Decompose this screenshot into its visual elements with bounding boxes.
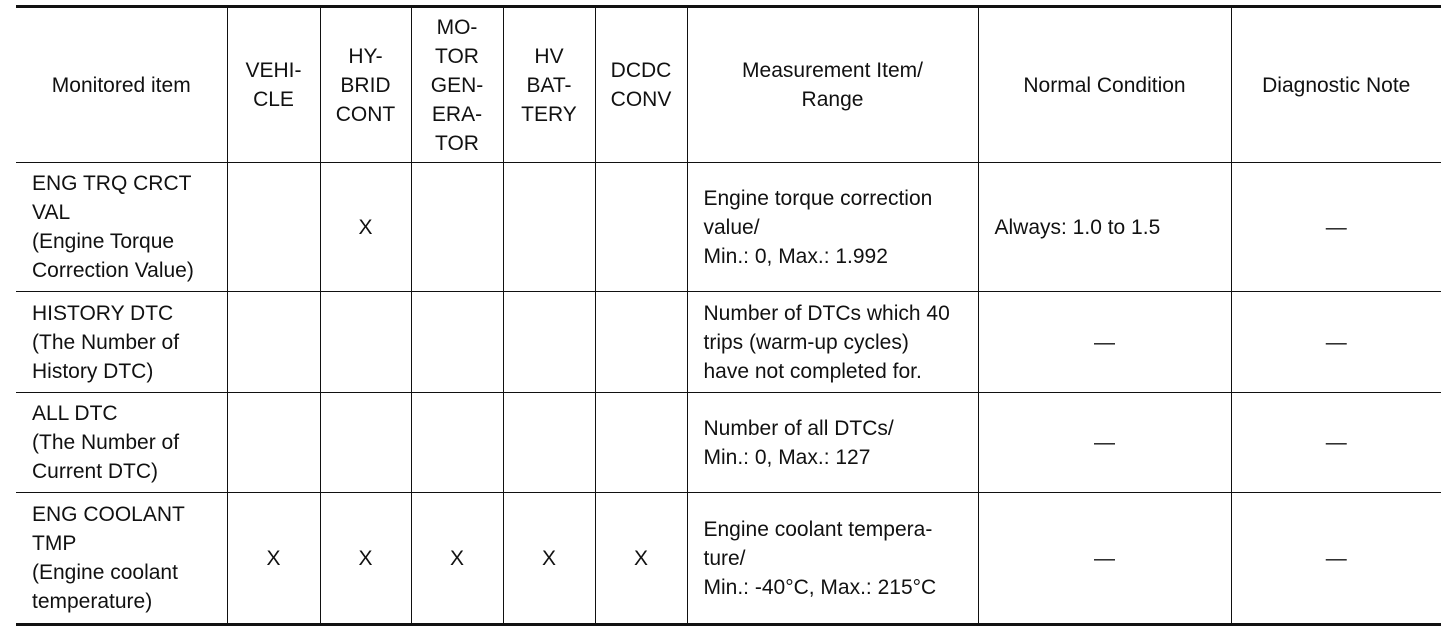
diagnostic-note-cell: —	[1231, 292, 1441, 393]
vehicle-mark-cell	[227, 292, 320, 393]
normal-condition-cell: —	[978, 493, 1231, 625]
diagnostic-note-cell: —	[1231, 493, 1441, 625]
header-diagnostic-note: Diagnostic Note	[1231, 7, 1441, 163]
normal-condition-cell: —	[978, 393, 1231, 493]
header-row	[16, 7, 1441, 163]
monitored-items-table	[16, 5, 1441, 626]
table-row	[16, 163, 1441, 292]
measurement-cell: Number of all DTCs/ Min.: 0, Max.: 127	[687, 393, 978, 493]
hv-battery-mark-cell	[503, 393, 595, 493]
dcdc-conv-mark-cell	[595, 292, 687, 393]
normal-condition-cell: —	[978, 292, 1231, 393]
hybrid-cont-mark-cell: X	[320, 493, 411, 625]
header-vehicle: VEHI- CLE	[227, 7, 320, 163]
header-normal-condition: Normal Condition	[978, 7, 1231, 163]
header-measurement: Measurement Item/ Range	[687, 7, 978, 163]
header-hv-battery: HV BAT- TERY	[503, 7, 595, 163]
header-dcdc-conv: DCDC CONV	[595, 7, 687, 163]
measurement-cell: Engine coolant tempera- ture/ Min.: -40°C, Max.: 215°C	[687, 493, 978, 625]
table-row	[16, 292, 1441, 393]
diagnostic-note-cell: —	[1231, 393, 1441, 493]
dcdc-conv-mark-cell: X	[595, 493, 687, 625]
hv-battery-mark-cell	[503, 163, 595, 292]
motor-generator-mark-cell	[411, 292, 503, 393]
table-row	[16, 393, 1441, 493]
monitored-item-cell: ENG TRQ CRCT VAL (Engine Torque Correction Value)	[16, 163, 227, 292]
motor-generator-mark-cell	[411, 393, 503, 493]
diagnostic-note-cell: —	[1231, 163, 1441, 292]
vehicle-mark-cell	[227, 393, 320, 493]
normal-condition-cell: Always: 1.0 to 1.5	[978, 163, 1231, 292]
motor-generator-mark-cell: X	[411, 493, 503, 625]
hybrid-cont-mark-cell: X	[320, 163, 411, 292]
measurement-cell: Number of DTCs which 40 trips (warm-up cycles) have not completed for.	[687, 292, 978, 393]
header-motor-generator: MO- TOR GEN- ERA- TOR	[411, 7, 503, 163]
header-hybrid-cont: HY- BRID CONT	[320, 7, 411, 163]
hybrid-cont-mark-cell	[320, 393, 411, 493]
hv-battery-mark-cell: X	[503, 493, 595, 625]
header-monitored-item: Monitored item	[16, 7, 227, 163]
table-row	[16, 493, 1441, 625]
dcdc-conv-mark-cell	[595, 393, 687, 493]
monitored-item-cell: ENG COOLANT TMP (Engine coolant temperature)	[16, 493, 227, 625]
vehicle-mark-cell: X	[227, 493, 320, 625]
motor-generator-mark-cell	[411, 163, 503, 292]
monitored-item-cell: ALL DTC (The Number of Current DTC)	[16, 393, 227, 493]
dcdc-conv-mark-cell	[595, 163, 687, 292]
hybrid-cont-mark-cell	[320, 292, 411, 393]
measurement-cell: Engine torque correction value/ Min.: 0, Max.: 1.992	[687, 163, 978, 292]
hv-battery-mark-cell	[503, 292, 595, 393]
monitored-item-cell: HISTORY DTC (The Number of History DTC)	[16, 292, 227, 393]
vehicle-mark-cell	[227, 163, 320, 292]
